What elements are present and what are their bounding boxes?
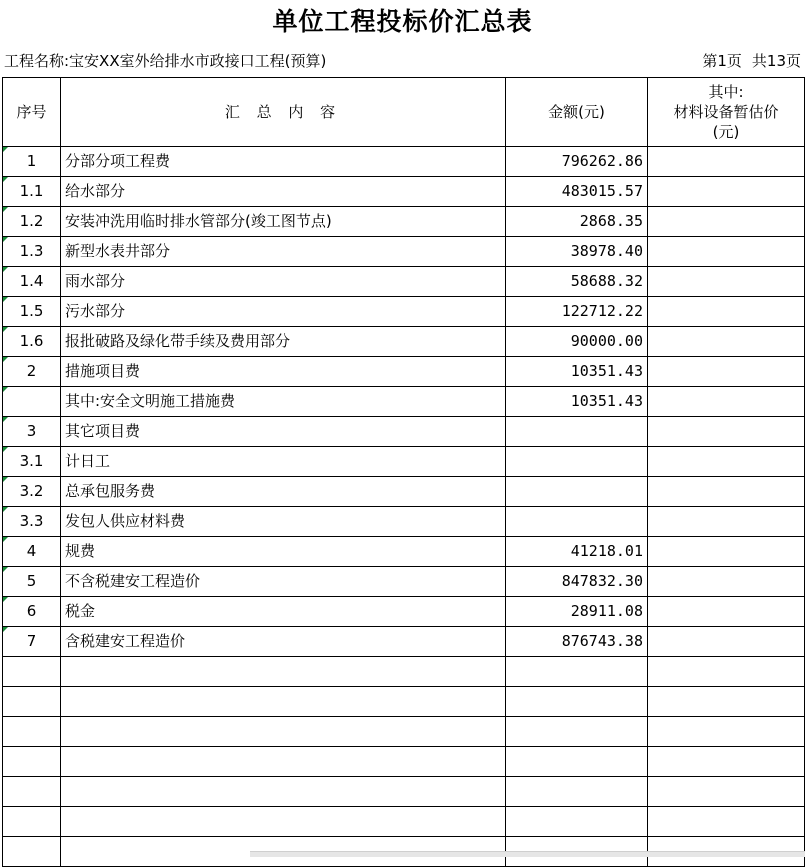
cell-seq[interactable] — [3, 207, 61, 237]
page-title: 单位工程投标价汇总表 — [272, 7, 533, 36]
cell-seq[interactable] — [3, 717, 61, 747]
cell-material-estimate[interactable] — [648, 447, 805, 477]
cell-seq[interactable] — [3, 537, 61, 567]
cell-material-estimate[interactable] — [648, 327, 805, 357]
header-material-estimate[interactable] — [648, 78, 805, 147]
page-current: 第1页 — [702, 52, 742, 70]
cell-seq[interactable] — [3, 507, 61, 537]
cell-item[interactable]: 税金 — [61, 597, 506, 627]
cell-amount[interactable]: 796262.86 — [506, 147, 648, 177]
cell-item[interactable] — [61, 687, 506, 717]
table-row — [3, 807, 805, 837]
cell-amount[interactable]: 122712.22 — [506, 297, 648, 327]
cell-item[interactable]: 新型水表井部分 — [61, 237, 506, 267]
cell-amount[interactable]: 58688.32 — [506, 267, 648, 297]
cell-item[interactable] — [61, 657, 506, 687]
page-indicator — [702, 48, 801, 74]
seq-value: 3 — [26, 422, 37, 440]
table-row — [3, 747, 805, 777]
header-content[interactable]: 汇 总 内 容 — [61, 78, 506, 147]
seq-value: 3.2 — [19, 482, 44, 500]
cell-seq[interactable] — [3, 627, 61, 657]
seq-value: 2 — [26, 362, 37, 380]
table-row — [3, 417, 805, 447]
cell-material-estimate[interactable] — [648, 807, 805, 837]
cell-item[interactable]: 报批破路及绿化带手续及费用部分 — [61, 327, 506, 357]
cell-item[interactable]: 雨水部分 — [61, 267, 506, 297]
cell-marker-icon — [3, 387, 8, 392]
cell-item[interactable]: 措施项目费 — [61, 357, 506, 387]
cell-marker-icon — [3, 237, 8, 242]
cell-marker-icon — [3, 507, 8, 512]
cell-material-estimate[interactable] — [648, 387, 805, 417]
cell-item[interactable]: 含税建安工程造价 — [61, 627, 506, 657]
cell-seq[interactable] — [3, 687, 61, 717]
table-row — [3, 657, 805, 687]
cell-material-estimate[interactable] — [648, 687, 805, 717]
cell-item[interactable] — [61, 807, 506, 837]
cell-material-estimate[interactable] — [648, 477, 805, 507]
cell-material-estimate[interactable] — [648, 777, 805, 807]
table-row — [3, 537, 805, 567]
cell-seq[interactable] — [3, 387, 61, 417]
cell-material-estimate[interactable] — [648, 417, 805, 447]
cell-marker-icon — [3, 417, 8, 422]
cell-marker-icon — [3, 447, 8, 452]
cell-material-estimate[interactable] — [648, 177, 805, 207]
cell-item[interactable] — [61, 747, 506, 777]
seq-value: 4 — [26, 542, 37, 560]
cell-material-estimate[interactable] — [648, 237, 805, 267]
cell-amount[interactable]: 41218.01 — [506, 537, 648, 567]
table-row — [3, 237, 805, 267]
cell-seq[interactable] — [3, 147, 61, 177]
cell-marker-icon — [3, 627, 8, 632]
cell-amount[interactable] — [506, 417, 648, 447]
cell-marker-icon — [3, 177, 8, 182]
table-row — [3, 447, 805, 477]
cell-marker-icon — [3, 597, 8, 602]
table-row — [3, 627, 805, 657]
cell-item[interactable]: 其它项目费 — [61, 417, 506, 447]
cell-item[interactable]: 不含税建安工程造价 — [61, 567, 506, 597]
cell-marker-icon — [3, 477, 8, 482]
cell-amount[interactable]: 2868.35 — [506, 207, 648, 237]
sheet-subheader — [4, 48, 801, 74]
seq-value: 1.4 — [19, 272, 44, 290]
cell-marker-icon — [3, 207, 8, 212]
page-total: 共13页 — [751, 52, 801, 70]
cell-item[interactable] — [61, 717, 506, 747]
seq-value: 3.1 — [19, 452, 44, 470]
cell-seq[interactable] — [3, 747, 61, 777]
cell-seq[interactable] — [3, 417, 61, 447]
table-row — [3, 507, 805, 537]
seq-value: 1 — [26, 152, 37, 170]
header-note-line3: (元) — [712, 123, 740, 141]
cell-material-estimate[interactable] — [648, 537, 805, 567]
header-amount[interactable]: 金额(元) — [506, 78, 648, 147]
cell-amount[interactable]: 10351.43 — [506, 357, 648, 387]
cell-amount[interactable] — [506, 747, 648, 777]
cell-item[interactable]: 其中:安全文明施工措施费 — [61, 387, 506, 417]
cell-material-estimate[interactable] — [648, 267, 805, 297]
cell-seq[interactable] — [3, 267, 61, 297]
cell-material-estimate[interactable] — [648, 747, 805, 777]
cell-material-estimate[interactable] — [648, 357, 805, 387]
header-seq[interactable]: 序号 — [3, 78, 61, 147]
cell-item[interactable]: 分部分项工程费 — [61, 147, 506, 177]
table-row — [3, 717, 805, 747]
table-row — [3, 567, 805, 597]
cell-marker-icon — [3, 357, 8, 362]
cell-item[interactable]: 安装冲洗用临时排水管部分(竣工图节点) — [61, 207, 506, 237]
table-row — [3, 147, 805, 177]
cell-item[interactable]: 计日工 — [61, 447, 506, 477]
table-row — [3, 267, 805, 297]
cell-seq[interactable] — [3, 297, 61, 327]
seq-value: 5 — [26, 572, 37, 590]
cell-marker-icon — [3, 297, 8, 302]
cell-amount[interactable]: 876743.38 — [506, 627, 648, 657]
cell-material-estimate[interactable] — [648, 207, 805, 237]
header-row — [3, 78, 805, 147]
cell-material-estimate[interactable] — [648, 567, 805, 597]
cell-material-estimate[interactable] — [648, 627, 805, 657]
table-row — [3, 777, 805, 807]
cell-seq[interactable] — [3, 447, 61, 477]
cell-material-estimate[interactable] — [648, 507, 805, 537]
seq-value: 1.5 — [19, 302, 44, 320]
horizontal-scrollbar[interactable] — [250, 851, 805, 857]
seq-value: 1.2 — [19, 212, 44, 230]
cell-amount[interactable] — [506, 687, 648, 717]
cell-amount[interactable] — [506, 807, 648, 837]
cell-marker-icon — [3, 327, 8, 332]
cell-item[interactable]: 发包人供应材料费 — [61, 507, 506, 537]
cell-amount[interactable] — [506, 477, 648, 507]
project-name: 工程名称:宝安XX室外给排水市政接口工程(预算) — [4, 52, 327, 70]
header-note-line1: 其中: — [708, 83, 744, 101]
cell-item[interactable]: 规费 — [61, 537, 506, 567]
cell-item[interactable]: 总承包服务费 — [61, 477, 506, 507]
cell-amount[interactable]: 38978.40 — [506, 237, 648, 267]
table-row — [3, 357, 805, 387]
cell-marker-icon — [3, 147, 8, 152]
cell-seq[interactable] — [3, 177, 61, 207]
cell-amount[interactable]: 28911.08 — [506, 597, 648, 627]
cell-material-estimate[interactable] — [648, 717, 805, 747]
cell-marker-icon — [3, 537, 8, 542]
seq-value: 1.3 — [19, 242, 44, 260]
seq-value: 7 — [26, 632, 37, 650]
cell-item[interactable]: 污水部分 — [61, 297, 506, 327]
cell-amount[interactable] — [506, 777, 648, 807]
cell-marker-icon — [3, 267, 8, 272]
table-row — [3, 297, 805, 327]
table-row — [3, 687, 805, 717]
seq-value: 3.3 — [19, 512, 44, 530]
cell-amount[interactable]: 847832.30 — [506, 567, 648, 597]
cell-seq[interactable] — [3, 777, 61, 807]
summary-table — [2, 77, 805, 867]
table-row — [3, 177, 805, 207]
cell-amount[interactable]: 483015.57 — [506, 177, 648, 207]
cell-seq[interactable] — [3, 327, 61, 357]
cell-seq[interactable] — [3, 567, 61, 597]
cell-amount[interactable] — [506, 657, 648, 687]
cell-seq[interactable] — [3, 357, 61, 387]
cell-material-estimate[interactable] — [648, 597, 805, 627]
cell-seq[interactable] — [3, 807, 61, 837]
cell-seq[interactable] — [3, 657, 61, 687]
seq-value: 6 — [26, 602, 37, 620]
cell-seq[interactable] — [3, 477, 61, 507]
table-row — [3, 477, 805, 507]
cell-seq[interactable] — [3, 237, 61, 267]
cell-seq[interactable] — [3, 837, 61, 867]
cell-amount[interactable]: 90000.00 — [506, 327, 648, 357]
header-note-line2: 材料设备暂估价 — [673, 103, 779, 121]
cell-amount[interactable] — [506, 447, 648, 477]
seq-value: 1.1 — [19, 182, 44, 200]
cell-item[interactable] — [61, 777, 506, 807]
cell-material-estimate[interactable] — [648, 147, 805, 177]
cell-material-estimate[interactable] — [648, 657, 805, 687]
cell-amount[interactable] — [506, 507, 648, 537]
cell-item[interactable]: 给水部分 — [61, 177, 506, 207]
table-row — [3, 597, 805, 627]
cell-material-estimate[interactable] — [648, 297, 805, 327]
cell-amount[interactable]: 10351.43 — [506, 387, 648, 417]
table-row — [3, 207, 805, 237]
seq-value: 1.6 — [19, 332, 44, 350]
cell-seq[interactable] — [3, 597, 61, 627]
cell-amount[interactable] — [506, 717, 648, 747]
table-row — [3, 387, 805, 417]
table-row — [3, 327, 805, 357]
cell-marker-icon — [3, 567, 8, 572]
